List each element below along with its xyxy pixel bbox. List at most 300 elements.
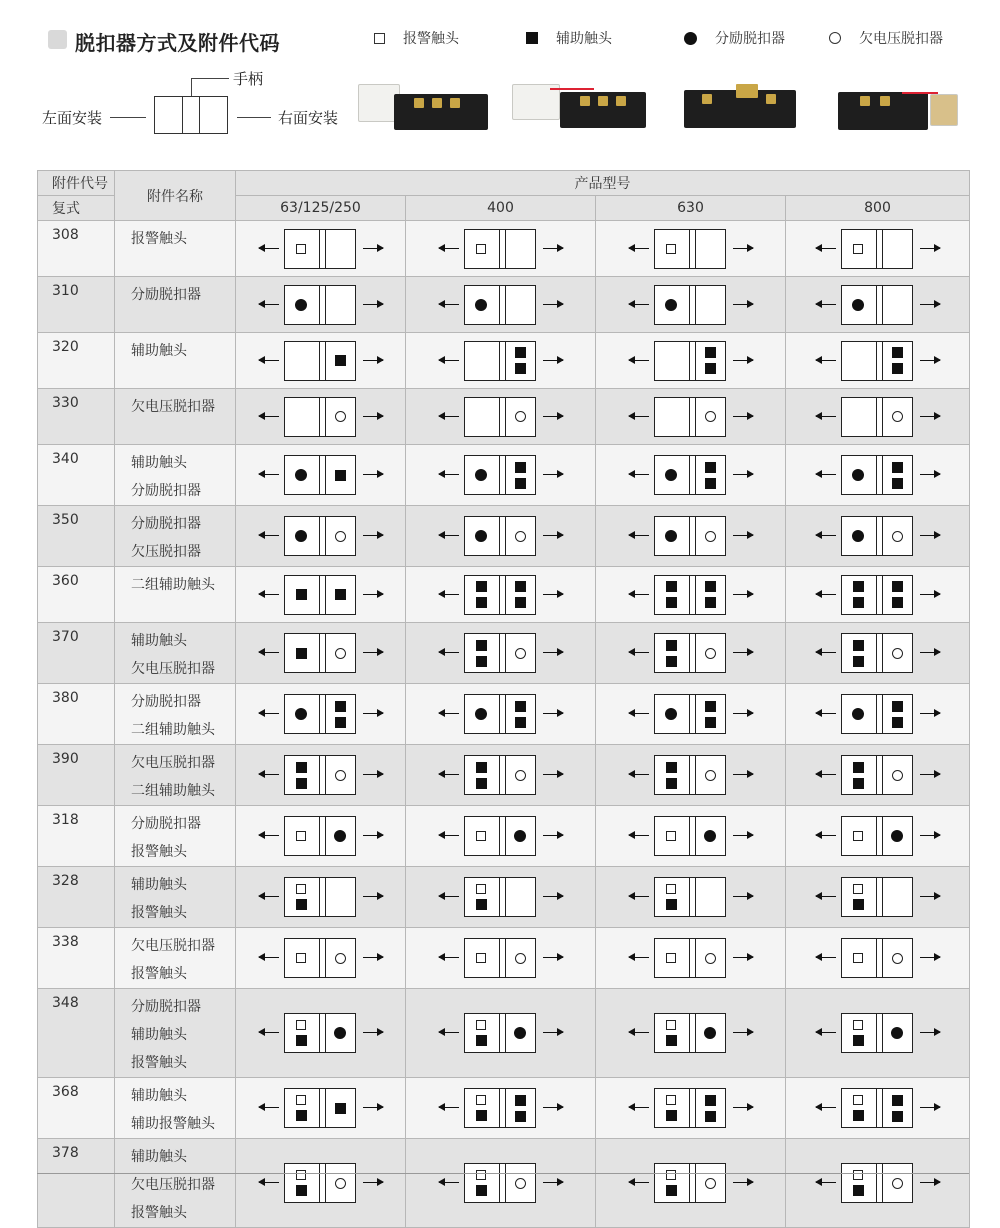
handle-label: 手柄	[233, 70, 264, 88]
model-diagram-cell	[786, 567, 970, 623]
hollow-square-icon	[853, 953, 863, 963]
left-accessory-slot	[842, 456, 875, 494]
accessory-name-line: 分励脱扣器	[131, 483, 201, 499]
solid-square-icon	[296, 648, 307, 659]
accessory-layout-diagram	[259, 816, 383, 856]
model-diagram-cell	[406, 745, 596, 806]
breaker-box	[284, 1088, 356, 1128]
solid-circle-icon	[475, 708, 487, 720]
right-accessory-slot	[506, 517, 535, 555]
model-diagram-cell	[596, 989, 786, 1078]
right-accessory-slot	[326, 817, 355, 855]
solid-square-icon	[476, 762, 487, 773]
accessory-layout-diagram	[439, 877, 563, 917]
accessory-name	[115, 806, 236, 867]
right-arrow-icon	[543, 713, 563, 714]
solid-square-icon	[705, 701, 716, 712]
right-accessory-slot	[883, 1014, 912, 1052]
model-diagram-cell	[786, 333, 970, 389]
accessory-layout-diagram	[439, 755, 563, 795]
left-arrow-icon	[439, 896, 459, 897]
accessory-layout-diagram	[259, 877, 383, 917]
left-accessory-slot	[285, 695, 318, 733]
accessory-name-line: 分励脱扣器	[131, 516, 201, 532]
left-arrow-icon	[629, 416, 649, 417]
table-row	[38, 1078, 970, 1139]
solid-circle-icon	[334, 830, 346, 842]
left-accessory-slot	[842, 230, 875, 268]
left-accessory-slot	[465, 939, 498, 977]
solid-circle-icon	[475, 469, 487, 481]
left-accessory-slot	[842, 517, 875, 555]
accessory-name-line: 二组辅助触头	[131, 577, 215, 593]
left-arrow-icon	[439, 1107, 459, 1108]
accessory-code: 390	[38, 745, 115, 806]
hollow-square-icon	[296, 884, 306, 894]
handle-leader	[191, 78, 229, 79]
breaker-box	[841, 755, 913, 795]
hollow-circle-icon	[892, 531, 903, 542]
solid-square-icon	[666, 778, 677, 789]
solid-square-icon	[296, 899, 307, 910]
left-accessory-slot	[465, 817, 498, 855]
solid-square-icon	[476, 581, 487, 592]
accessory-code: 380	[38, 684, 115, 745]
right-arrow-icon	[733, 835, 753, 836]
right-install-label: 右面安装	[278, 109, 339, 127]
breaker-box	[654, 755, 726, 795]
table-row	[38, 806, 970, 867]
solid-square-icon	[296, 1185, 307, 1196]
right-accessory-slot	[883, 230, 912, 268]
solid-square-icon	[476, 1110, 487, 1121]
model-diagram-cell	[236, 623, 406, 684]
hollow-square-icon	[476, 953, 486, 963]
table-row	[38, 389, 970, 445]
left-accessory-slot	[465, 878, 498, 916]
breaker-box	[284, 1013, 356, 1053]
accessory-name-line: 欠电压脱扣器	[131, 661, 215, 677]
right-arrow-icon	[363, 248, 383, 249]
right-accessory-slot	[506, 342, 535, 380]
product-photo-2	[510, 78, 650, 130]
solid-square-icon	[892, 581, 903, 592]
solid-square-icon	[705, 478, 716, 489]
right-arrow-icon	[543, 360, 563, 361]
left-accessory-slot	[655, 1164, 688, 1202]
left-accessory-slot	[842, 634, 875, 672]
solid-square-icon	[666, 762, 677, 773]
right-accessory-slot	[883, 634, 912, 672]
table-row	[38, 506, 970, 567]
solid-square-icon	[666, 899, 677, 910]
model-diagram-cell	[596, 623, 786, 684]
model-diagram-cell	[596, 445, 786, 506]
accessory-layout-diagram	[259, 694, 383, 734]
left-arrow-icon	[439, 360, 459, 361]
solid-square-icon	[296, 762, 307, 773]
solid-square-icon	[515, 717, 526, 728]
right-arrow-icon	[543, 652, 563, 653]
right-accessory-slot	[326, 456, 355, 494]
solid-square-icon	[892, 478, 903, 489]
right-arrow-icon	[543, 835, 563, 836]
left-arrow-icon	[259, 896, 279, 897]
accessory-name	[115, 221, 236, 277]
left-arrow-icon	[439, 652, 459, 653]
breaker-box	[284, 285, 356, 325]
right-arrow-icon	[733, 360, 753, 361]
hollow-circle-icon	[705, 1178, 716, 1189]
right-arrow-icon	[920, 360, 940, 361]
accessory-layout-diagram	[439, 341, 563, 381]
left-arrow-icon	[439, 304, 459, 305]
accessory-layout-diagram	[629, 341, 753, 381]
right-arrow-icon	[363, 594, 383, 595]
hollow-square-icon	[853, 1170, 863, 1180]
right-arrow-icon	[920, 1107, 940, 1108]
right-arrow-icon	[920, 248, 940, 249]
solid-circle-icon	[295, 469, 307, 481]
hollow-square-icon	[666, 1095, 676, 1105]
left-arrow-icon	[259, 360, 279, 361]
accessory-name-line: 辅助触头	[131, 1027, 187, 1043]
model-diagram-cell	[406, 445, 596, 506]
left-arrow-icon	[816, 248, 836, 249]
table-row	[38, 928, 970, 989]
accessory-name	[115, 623, 236, 684]
right-arrow-icon	[543, 474, 563, 475]
left-arrow-icon	[629, 474, 649, 475]
accessory-layout-diagram	[629, 285, 753, 325]
accessory-layout-diagram	[816, 516, 940, 556]
accessory-layout-diagram	[629, 1013, 753, 1053]
solid-square-icon	[705, 1095, 716, 1106]
solid-square-icon	[853, 1185, 864, 1196]
right-accessory-slot	[883, 1089, 912, 1127]
left-arrow-icon	[259, 594, 279, 595]
breaker-box	[464, 516, 536, 556]
hollow-circle-icon	[705, 648, 716, 659]
left-arrow-icon	[439, 835, 459, 836]
breaker-box	[464, 1013, 536, 1053]
accessory-code: 340	[38, 445, 115, 506]
left-arrow-icon	[439, 1182, 459, 1183]
right-accessory-slot	[506, 456, 535, 494]
model-diagram-cell	[786, 389, 970, 445]
left-arrow-icon	[816, 957, 836, 958]
solid-circle-icon	[475, 299, 487, 311]
solid-square-icon	[853, 1035, 864, 1046]
breaker-box	[464, 816, 536, 856]
accessory-code: 318	[38, 806, 115, 867]
name-header: 附件名称	[115, 171, 236, 221]
right-accessory-slot	[506, 576, 535, 614]
accessory-name	[115, 277, 236, 333]
left-arrow-icon	[816, 474, 836, 475]
accessory-layout-diagram	[259, 1163, 383, 1203]
table-bottom-border	[37, 1173, 969, 1174]
hollow-circle-icon	[705, 770, 716, 781]
left-arrow-icon	[629, 248, 649, 249]
left-accessory-slot	[285, 1014, 318, 1052]
model-diagram-cell	[236, 745, 406, 806]
solid-square-icon	[853, 899, 864, 910]
right-accessory-slot	[326, 286, 355, 324]
solid-square-icon	[892, 701, 903, 712]
solid-square-icon	[666, 1185, 677, 1196]
accessory-layout-diagram	[259, 229, 383, 269]
solid-circle-icon	[665, 530, 677, 542]
breaker-box	[284, 516, 356, 556]
hollow-square-icon	[853, 884, 863, 894]
solid-square-icon	[853, 778, 864, 789]
model-header-800: 800	[786, 196, 970, 221]
solid-circle-icon	[665, 299, 677, 311]
breaker-box	[284, 816, 356, 856]
model-diagram-cell	[786, 1139, 970, 1228]
accessory-layout-diagram	[629, 229, 753, 269]
accessory-name-line: 报警触头	[131, 1205, 187, 1221]
solid-square-icon	[853, 581, 864, 592]
left-arrow-icon	[259, 774, 279, 775]
hollow-square-icon	[666, 884, 676, 894]
right-accessory-slot	[326, 878, 355, 916]
left-arrow-icon	[816, 1032, 836, 1033]
left-arrow-icon	[816, 652, 836, 653]
breaker-box	[654, 816, 726, 856]
left-accessory-slot	[465, 398, 498, 436]
breaker-box	[841, 1013, 913, 1053]
accessory-layout-diagram	[259, 1088, 383, 1128]
accessory-name-line: 欠电压脱扣器	[131, 755, 215, 771]
table-row	[38, 1139, 970, 1228]
hollow-circle-icon	[892, 770, 903, 781]
right-install-leader	[237, 117, 271, 118]
model-diagram-cell	[236, 445, 406, 506]
accessory-name-line: 欠电压脱扣器	[131, 938, 215, 954]
left-accessory-slot	[842, 286, 875, 324]
breaker-box	[654, 229, 726, 269]
left-arrow-icon	[439, 416, 459, 417]
accessory-layout-diagram	[439, 397, 563, 437]
table-row	[38, 684, 970, 745]
left-arrow-icon	[816, 896, 836, 897]
accessory-layout-diagram	[816, 755, 940, 795]
accessory-code: 378	[38, 1139, 115, 1228]
accessory-name-line: 辅助触头	[131, 343, 187, 359]
breaker-box	[284, 938, 356, 978]
hollow-square-icon	[853, 831, 863, 841]
breaker-box	[654, 938, 726, 978]
breaker-box	[284, 575, 356, 615]
accessory-layout-diagram	[439, 816, 563, 856]
left-accessory-slot	[285, 230, 318, 268]
solid-circle-icon	[704, 1027, 716, 1039]
hollow-square-icon	[476, 831, 486, 841]
model-diagram-cell	[236, 806, 406, 867]
left-accessory-slot	[842, 878, 875, 916]
model-diagram-cell	[596, 221, 786, 277]
model-diagram-cell	[406, 867, 596, 928]
legend-undervoltage-release	[829, 28, 943, 48]
left-accessory-slot	[842, 576, 875, 614]
accessory-layout-diagram	[439, 285, 563, 325]
left-accessory-slot	[285, 286, 318, 324]
solid-square-icon	[853, 640, 864, 651]
product-photo-3	[682, 78, 802, 130]
right-accessory-slot	[326, 756, 355, 794]
code-sub-header: 复式	[38, 196, 115, 221]
accessory-layout-diagram	[439, 633, 563, 673]
model-diagram-cell	[596, 567, 786, 623]
left-accessory-slot	[465, 695, 498, 733]
accessory-name	[115, 867, 236, 928]
left-arrow-icon	[439, 535, 459, 536]
solid-square-icon	[892, 1095, 903, 1106]
accessory-name	[115, 1078, 236, 1139]
left-accessory-slot	[842, 939, 875, 977]
left-accessory-slot	[465, 634, 498, 672]
right-arrow-icon	[363, 1107, 383, 1108]
model-diagram-cell	[786, 623, 970, 684]
right-arrow-icon	[543, 896, 563, 897]
left-accessory-slot	[285, 939, 318, 977]
right-accessory-slot	[326, 1014, 355, 1052]
right-accessory-slot	[696, 939, 725, 977]
left-accessory-slot	[465, 1164, 498, 1202]
left-arrow-icon	[259, 248, 279, 249]
solid-square-icon	[515, 597, 526, 608]
right-accessory-slot	[883, 878, 912, 916]
breaker-box	[841, 285, 913, 325]
accessory-name-line: 分励脱扣器	[131, 999, 201, 1015]
solid-square-icon	[515, 701, 526, 712]
solid-square-icon	[335, 701, 346, 712]
left-arrow-icon	[629, 835, 649, 836]
breaker-box	[841, 575, 913, 615]
hollow-square-icon	[853, 1020, 863, 1030]
left-arrow-icon	[259, 1032, 279, 1033]
solid-circle-icon	[852, 708, 864, 720]
left-accessory-slot	[285, 817, 318, 855]
right-arrow-icon	[920, 474, 940, 475]
right-arrow-icon	[733, 594, 753, 595]
right-accessory-slot	[883, 286, 912, 324]
hollow-circle-icon	[892, 648, 903, 659]
solid-square-icon	[666, 581, 677, 592]
model-diagram-cell	[596, 389, 786, 445]
left-accessory-slot	[285, 756, 318, 794]
model-diagram-cell	[596, 277, 786, 333]
breaker-box	[841, 341, 913, 381]
left-arrow-icon	[629, 1032, 649, 1033]
model-diagram-cell	[236, 989, 406, 1078]
accessory-layout-diagram	[439, 229, 563, 269]
accessory-name	[115, 506, 236, 567]
hollow-square-icon	[296, 1170, 306, 1180]
left-accessory-slot	[285, 517, 318, 555]
breaker-box	[284, 229, 356, 269]
hollow-square-icon	[476, 1170, 486, 1180]
accessory-layout-diagram	[816, 877, 940, 917]
model-diagram-cell	[596, 745, 786, 806]
solid-square-icon	[853, 597, 864, 608]
model-diagram-cell	[786, 745, 970, 806]
right-arrow-icon	[920, 896, 940, 897]
left-arrow-icon	[816, 713, 836, 714]
right-accessory-slot	[883, 817, 912, 855]
breaker-box	[464, 341, 536, 381]
left-accessory-slot	[465, 1089, 498, 1127]
left-accessory-slot	[842, 817, 875, 855]
right-accessory-slot	[326, 695, 355, 733]
model-diagram-cell	[786, 277, 970, 333]
accessory-layout-diagram	[259, 455, 383, 495]
accessory-layout-diagram	[259, 1013, 383, 1053]
solid-square-icon	[476, 597, 487, 608]
left-arrow-icon	[629, 360, 649, 361]
title-marker	[48, 30, 67, 49]
right-arrow-icon	[733, 416, 753, 417]
breaker-box	[284, 633, 356, 673]
left-arrow-icon	[259, 304, 279, 305]
solid-square-icon	[515, 1095, 526, 1106]
left-accessory-slot	[842, 756, 875, 794]
model-header-630: 630	[596, 196, 786, 221]
right-accessory-slot	[506, 1089, 535, 1127]
left-arrow-icon	[259, 535, 279, 536]
solid-square-icon	[853, 656, 864, 667]
model-diagram-cell	[406, 928, 596, 989]
right-accessory-slot	[696, 576, 725, 614]
right-arrow-icon	[363, 652, 383, 653]
left-accessory-slot	[842, 695, 875, 733]
right-arrow-icon	[920, 1182, 940, 1183]
hollow-circle-icon	[515, 531, 526, 542]
table-row	[38, 445, 970, 506]
solid-circle-icon	[295, 299, 307, 311]
model-header-63-250: 63/125/250	[236, 196, 406, 221]
hollow-circle-icon	[335, 648, 346, 659]
accessory-name-line: 辅助触头	[131, 1149, 187, 1165]
right-arrow-icon	[733, 1032, 753, 1033]
left-accessory-slot	[655, 939, 688, 977]
breaker-box	[464, 1163, 536, 1203]
right-accessory-slot	[326, 230, 355, 268]
right-accessory-slot	[696, 456, 725, 494]
accessory-layout-diagram	[629, 1163, 753, 1203]
right-accessory-slot	[326, 634, 355, 672]
right-accessory-slot	[326, 1164, 355, 1202]
right-arrow-icon	[920, 1032, 940, 1033]
right-accessory-slot	[326, 576, 355, 614]
left-arrow-icon	[816, 304, 836, 305]
right-arrow-icon	[920, 835, 940, 836]
accessory-layout-diagram	[816, 633, 940, 673]
hollow-circle-icon	[705, 531, 716, 542]
right-arrow-icon	[920, 594, 940, 595]
right-arrow-icon	[363, 416, 383, 417]
hollow-circle-icon	[892, 1178, 903, 1189]
right-arrow-icon	[363, 713, 383, 714]
hollow-square-icon	[853, 244, 863, 254]
left-arrow-icon	[259, 416, 279, 417]
right-accessory-slot	[506, 939, 535, 977]
right-accessory-slot	[883, 756, 912, 794]
legend-shunt-release	[684, 28, 785, 48]
left-arrow-icon	[629, 652, 649, 653]
